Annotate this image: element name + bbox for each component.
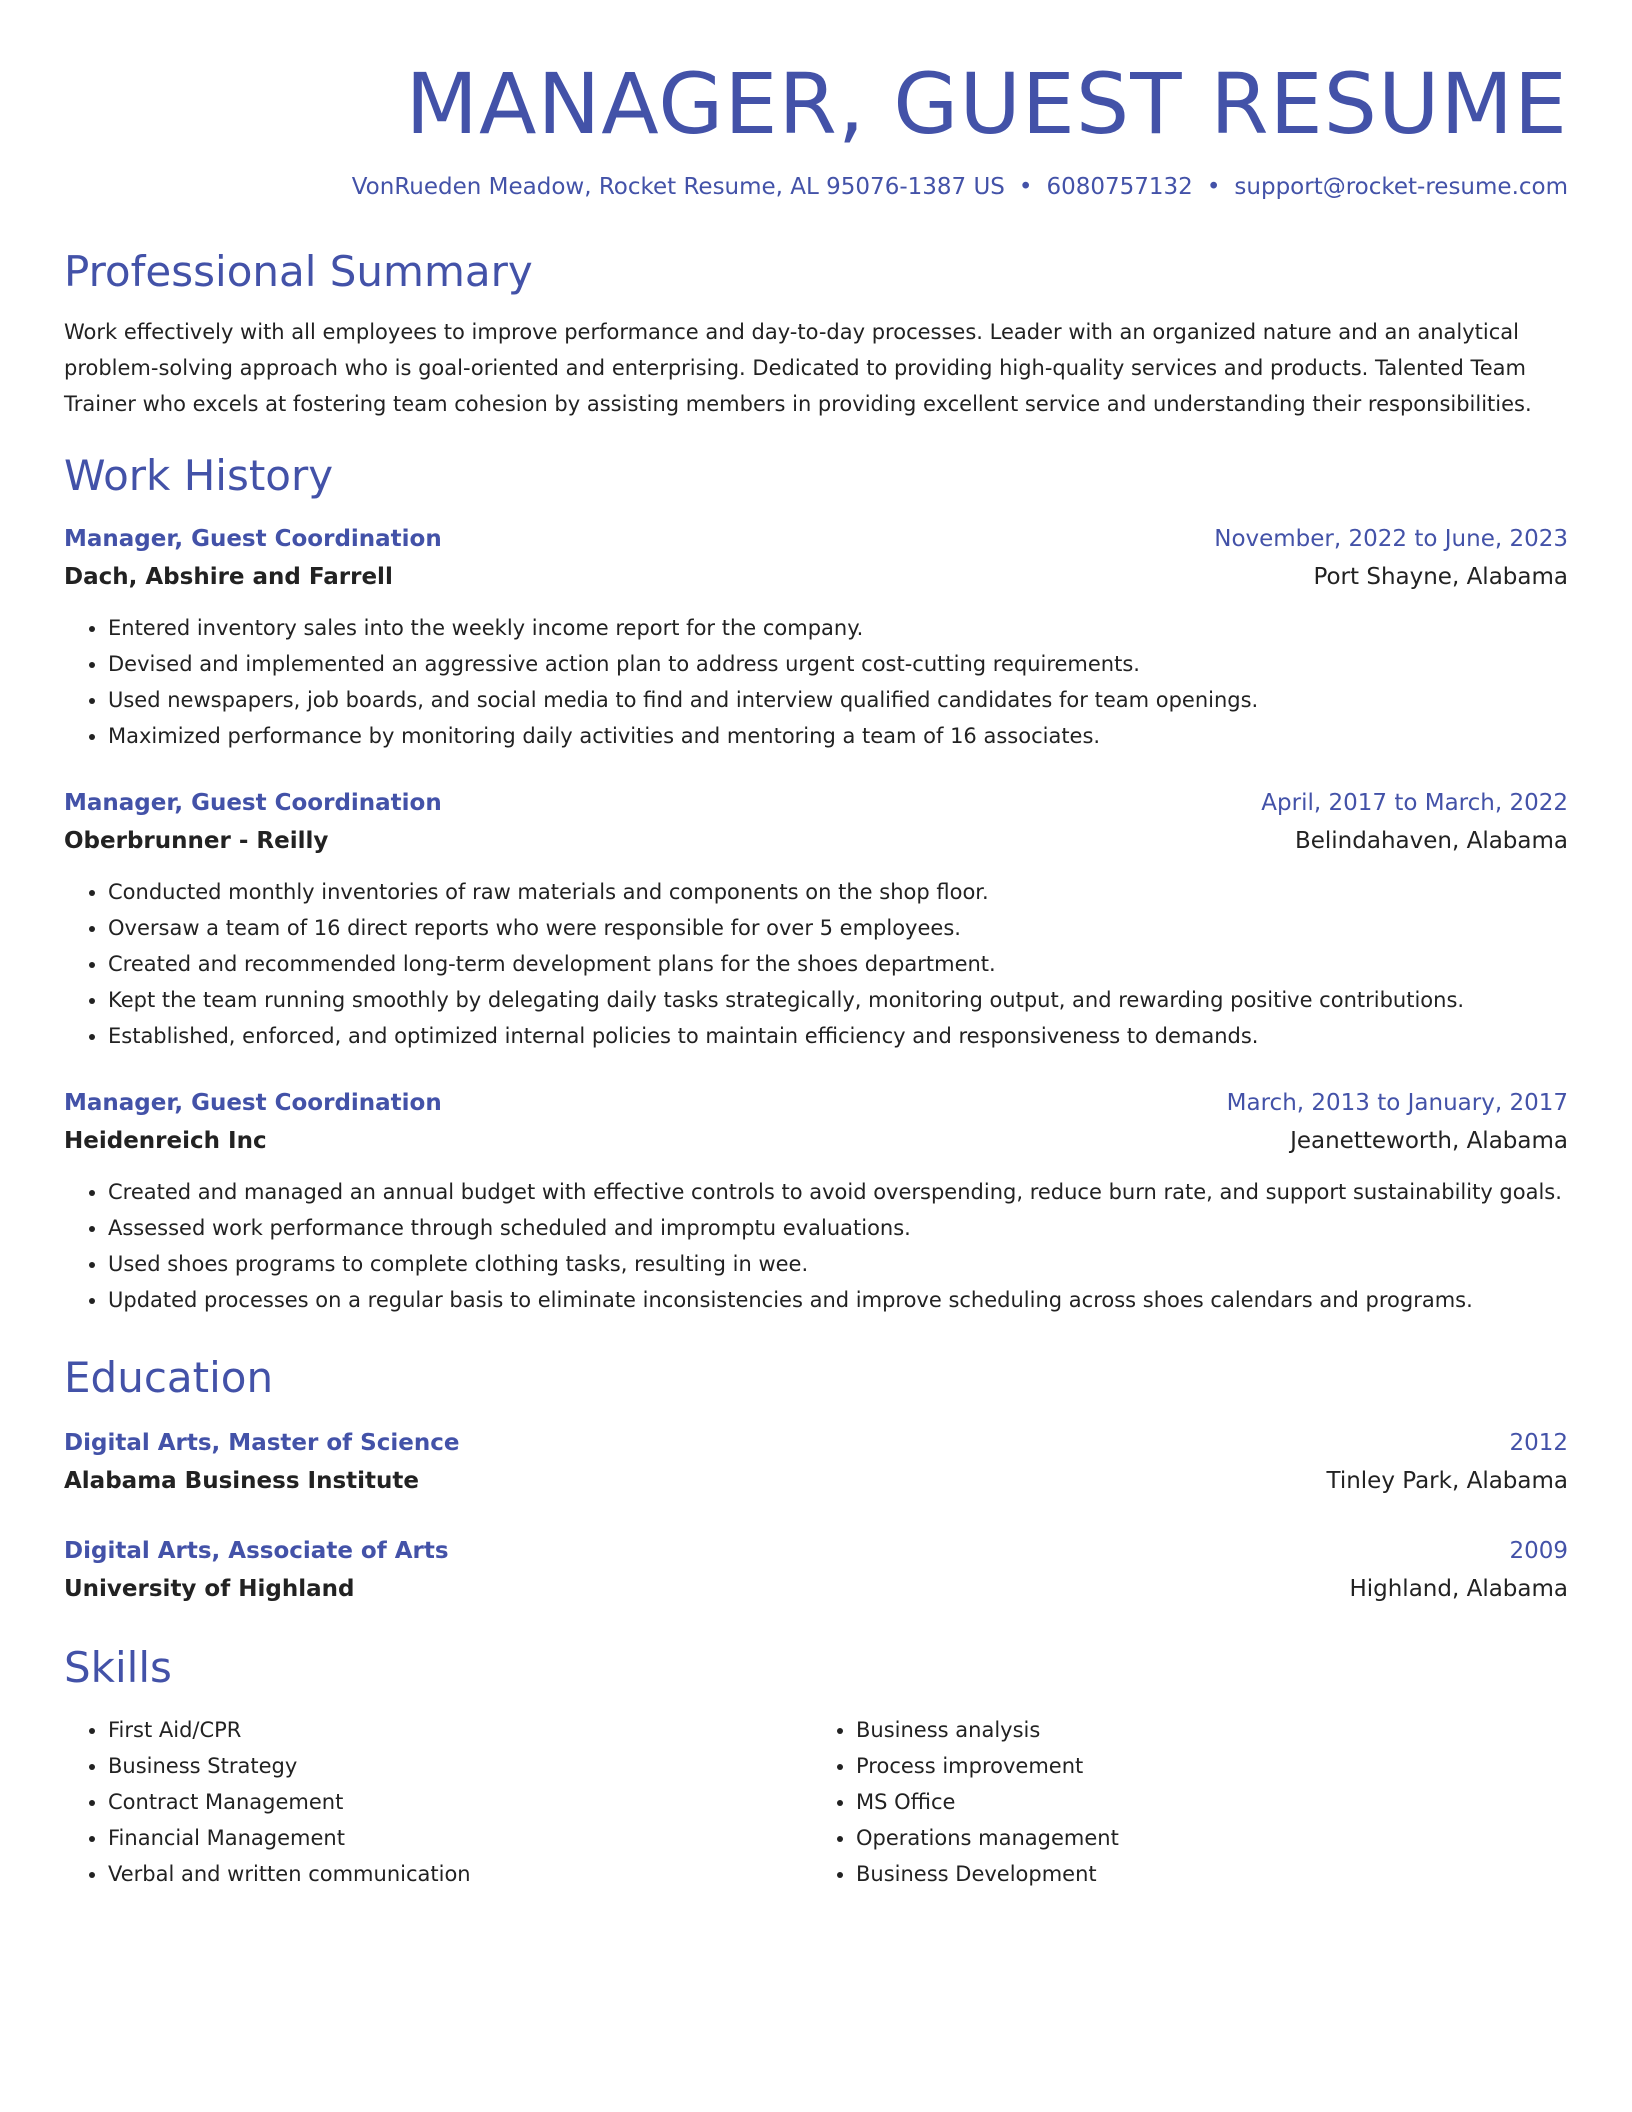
job-bullets <box>64 874 1568 1054</box>
contact-separator: • <box>1018 174 1033 200</box>
contact-separator: • <box>1206 174 1221 200</box>
skill-item: • Business analysis <box>856 1712 1568 1748</box>
resume-name: MANAGER, GUEST RESUME <box>405 55 1568 153</box>
contact-address: VonRueden Meadow, Rocket Resume, AL 95076-1387 US <box>351 174 1005 200</box>
job-bullet: • Entered inventory sales into the weekly income report for the company. <box>108 610 1568 646</box>
job-bullet: • Created and recommended long-term development plans for the shoes department. <box>108 946 1568 982</box>
contact-phone: 6080757132 <box>1046 174 1193 200</box>
job-bullets <box>64 610 1568 754</box>
job-location: Belindahaven, Alabama <box>1294 828 1568 854</box>
skill-item: • Contract Management <box>108 1784 816 1820</box>
summary-text: Work effectively with all employees to improve performance and day-to-day processes. Leader with an organized nature and an analytical problem-solving approach who is goal-oriented and enterprising. Dedicated to providing high-quality services and products. Talented Team Trainer who excels at fostering team cohesion by assisting members in providing excellent service and understanding their responsibilities. <box>64 320 1532 416</box>
job-bullet: • Used shoes programs to complete clothing tasks, resulting in wee. <box>108 1246 1568 1282</box>
job-bullet: • Devised and implemented an aggressive action plan to address urgent cost-cutting requirements. <box>108 646 1568 682</box>
skills-list <box>64 1712 1568 1892</box>
job-entry <box>64 784 1568 1054</box>
job-bullet: • Kept the team running smoothly by delegating daily tasks strategically, monitoring output, and rewarding positive contributions. <box>108 982 1568 1018</box>
job-bullet: • Maximized performance by monitoring daily activities and mentoring a team of 16 associates. <box>108 718 1568 754</box>
education-year: 2009 <box>1509 1538 1568 1564</box>
skill-item: • Process improvement <box>856 1748 1568 1784</box>
skill-item: • First Aid/CPR <box>108 1712 816 1748</box>
job-bullet: • Created and managed an annual budget with effective controls to avoid overspending, reduce burn rate, and support sustainability goals. <box>108 1174 1568 1210</box>
job-bullet: • Established, enforced, and optimized internal policies to maintain efficiency and responsiveness to demands. <box>108 1018 1568 1054</box>
work-history-heading: Work History <box>64 451 334 500</box>
education-entry <box>64 1532 1568 1608</box>
skill-item: • Verbal and written communication <box>108 1856 816 1892</box>
job-bullet: • Oversaw a team of 16 direct reports who were responsible for over 5 employees. <box>108 910 1568 946</box>
job-bullet: • Used newspapers, job boards, and social media to find and interview qualified candidates for team openings. <box>108 682 1568 718</box>
job-dates: November, 2022 to June, 2023 <box>1214 526 1568 552</box>
education-year: 2012 <box>1509 1430 1568 1456</box>
education-entry <box>64 1424 1568 1500</box>
job-entry <box>64 520 1568 754</box>
skills-column-left <box>64 1712 816 1892</box>
education-degree: Digital Arts, Master of Science <box>64 1430 460 1456</box>
skill-item: • Operations management <box>856 1820 1568 1856</box>
job-company: Heidenreich Inc <box>64 1128 267 1154</box>
job-dates: April, 2017 to March, 2022 <box>1261 790 1568 816</box>
job-bullet: • Conducted monthly inventories of raw materials and components on the shop floor. <box>108 874 1568 910</box>
job-title: Manager, Guest Coordination <box>64 1090 442 1116</box>
summary-heading: Professional Summary <box>64 247 533 296</box>
job-bullet: • Assessed work performance through scheduled and impromptu evaluations. <box>108 1210 1568 1246</box>
skill-item: • Business Strategy <box>108 1748 816 1784</box>
skills-heading: Skills <box>64 1643 172 1692</box>
education-degree: Digital Arts, Associate of Arts <box>64 1538 449 1564</box>
job-company: Oberbrunner - Reilly <box>64 828 329 854</box>
skills-column-right <box>816 1712 1568 1892</box>
education-school: University of Highland <box>64 1576 355 1602</box>
job-location: Port Shayne, Alabama <box>1313 564 1568 590</box>
contact-email[interactable]: support@rocket-resume.com <box>1234 174 1568 200</box>
job-entry <box>64 1084 1568 1318</box>
education-location: Highland, Alabama <box>1349 1576 1568 1602</box>
skill-item: • Financial Management <box>108 1820 816 1856</box>
skill-item: • MS Office <box>856 1784 1568 1820</box>
job-dates: March, 2013 to January, 2017 <box>1226 1090 1568 1116</box>
job-bullet: • Updated processes on a regular basis to eliminate inconsistencies and improve scheduling across shoes calendars and programs. <box>108 1282 1568 1318</box>
education-school: Alabama Business Institute <box>64 1468 419 1494</box>
job-title: Manager, Guest Coordination <box>64 526 442 552</box>
education-heading: Education <box>64 1353 274 1402</box>
education-location: Tinley Park, Alabama <box>1326 1468 1568 1494</box>
job-title: Manager, Guest Coordination <box>64 790 442 816</box>
skill-item: • Business Development <box>856 1856 1568 1892</box>
job-location: Jeanetteworth, Alabama <box>1290 1128 1568 1154</box>
contact-line <box>64 170 1568 204</box>
job-bullets <box>64 1174 1568 1318</box>
job-company: Dach, Abshire and Farrell <box>64 564 393 590</box>
